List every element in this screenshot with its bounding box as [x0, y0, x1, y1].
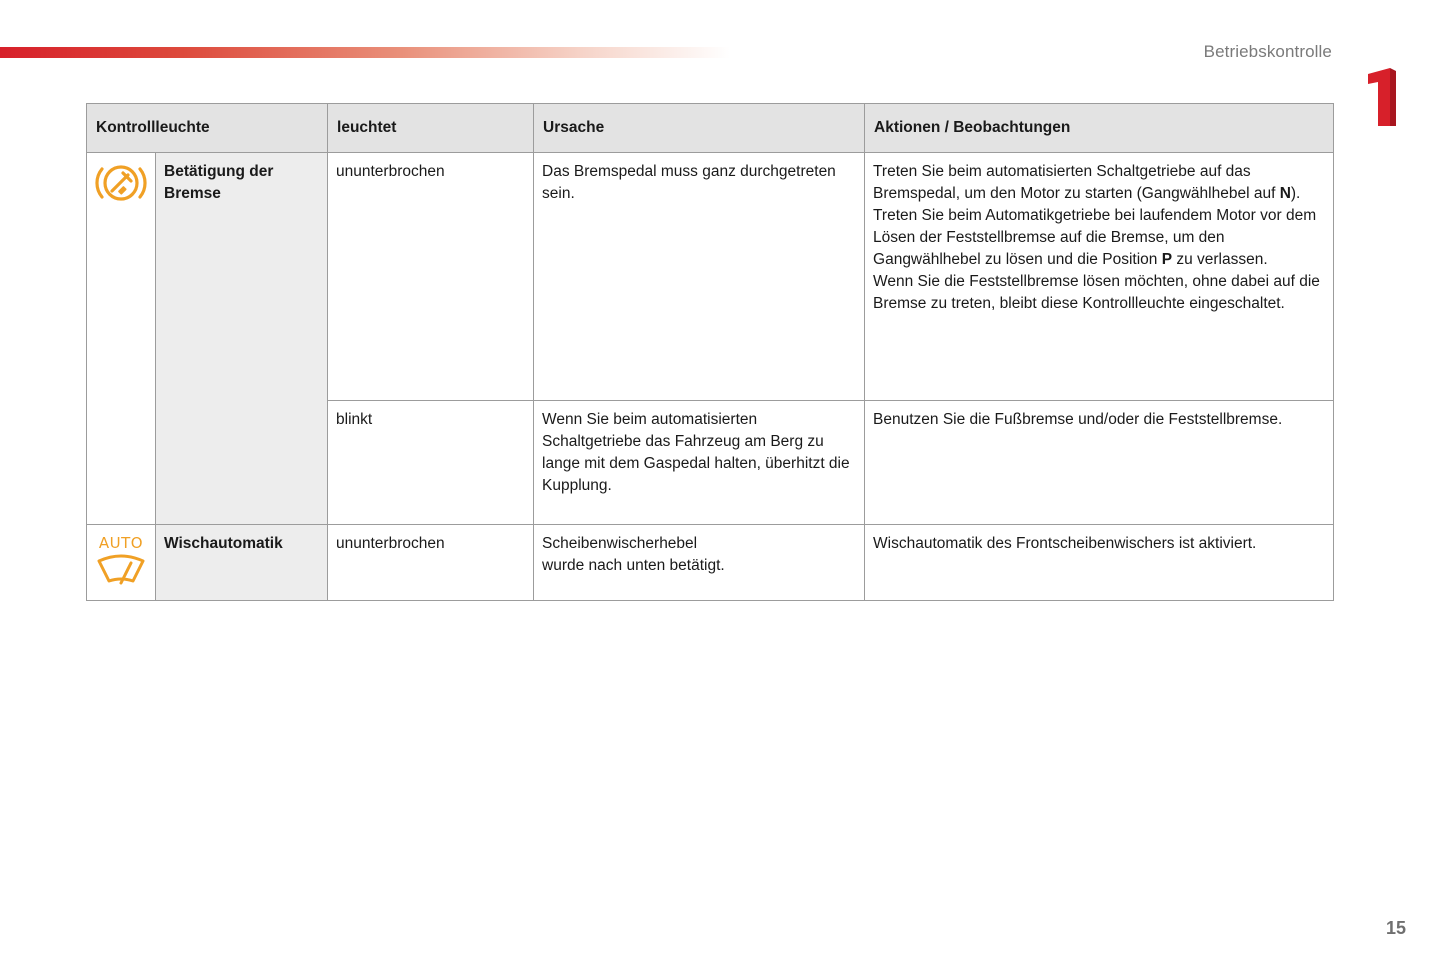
- chapter-number: [1366, 68, 1398, 126]
- header-accent-bar: [0, 47, 730, 58]
- brake-action-continuous: Treten Sie beim automatisierten Schaltgetriebe auf das Bremspedal, um den Motor zu starten (Gangwählhebel auf N). Treten Sie beim Automatikgetriebe bei laufendem Motor vor dem Lösen der Feststellbremse auf die Bremse, um den Gangwählhebel zu lösen und die Position P zu verlassen. Wenn Sie die Feststellbremse lösen möchten, ohne dabei auf die Bremse zu treten, bleibt diese Kontrollleuchte eingeschaltet.: [865, 153, 1334, 401]
- gear-position-p: P: [1161, 251, 1173, 268]
- svg-text:AUTO: AUTO: [98, 534, 144, 552]
- section-title: Betriebskontrolle: [1203, 42, 1332, 61]
- brake-state-continuous: ununterbrochen: [328, 153, 534, 401]
- brake-cause-continuous: Das Bremspedal muss ganz durchgetreten sein.: [534, 153, 865, 401]
- column-header-ursache: Ursache: [534, 104, 865, 153]
- page-number: 15: [1385, 918, 1406, 938]
- brake-pedal-warning-icon: [92, 161, 150, 205]
- auto-wiper-icon: [93, 533, 149, 593]
- gear-position-n: N: [1279, 185, 1291, 202]
- brake-light-name: Betätigung der Bremse: [156, 153, 328, 525]
- wiper-state-continuous: ununterbrochen: [328, 525, 534, 601]
- column-header-aktionen: Aktionen / Beobachtungen: [865, 104, 1334, 153]
- brake-action-flashing: Benutzen Sie die Fußbremse und/oder die Feststellbremse.: [865, 401, 1334, 525]
- table-row: [87, 525, 1334, 601]
- brake-icon-cell: [87, 153, 156, 525]
- table-row: [87, 153, 1334, 401]
- brake-cause-flashing: Wenn Sie beim automatisierten Schaltgetriebe das Fahrzeug am Berg zu lange mit dem Gaspedal halten, überhitzt die Kupplung.: [534, 401, 865, 525]
- wiper-cause: Scheibenwischerhebel wurde nach unten betätigt.: [534, 525, 865, 601]
- column-header-kontrollleuchte: Kontrollleuchte: [87, 104, 328, 153]
- warning-lights-table: [86, 103, 1334, 601]
- column-header-leuchtet: leuchtet: [328, 104, 534, 153]
- brake-state-flashing: blinkt: [328, 401, 534, 525]
- wiper-action: Wischautomatik des Frontscheibenwischers ist aktiviert.: [865, 525, 1334, 601]
- table-header-row: [87, 104, 1334, 153]
- wiper-icon-cell: [87, 525, 156, 601]
- wiper-light-name: Wischautomatik: [156, 525, 328, 601]
